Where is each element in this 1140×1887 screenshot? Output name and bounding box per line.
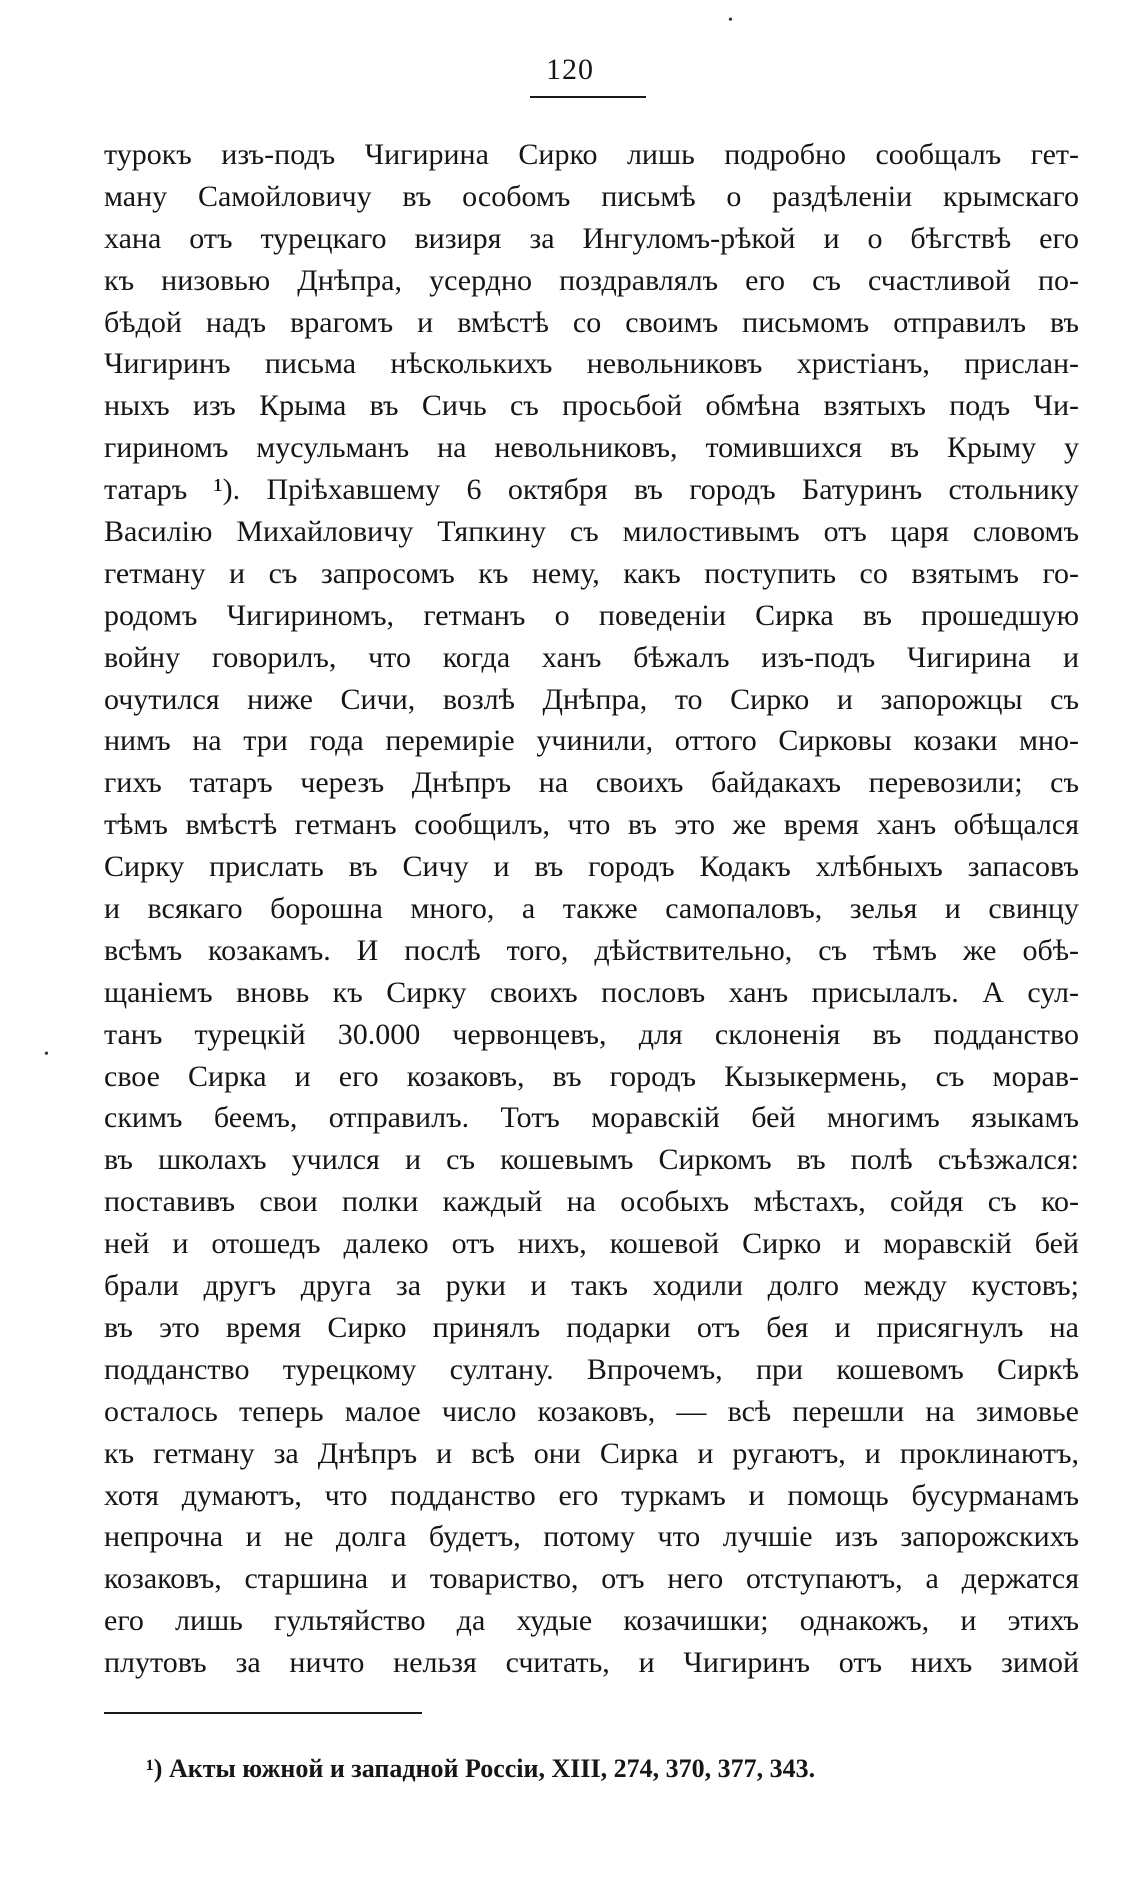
text-line: Сирку прислать въ Сичу и въ городъ Кодакъ хлѣбныхъ запасовъ xyxy=(104,850,1079,884)
text-line: гириномъ мусульманъ на невольниковъ, томившихся въ Крыму у xyxy=(104,431,1079,465)
text-line: гихъ татаръ черезъ Днѣпръ на своихъ байдакахъ перевозили; съ xyxy=(104,766,1079,800)
text-line: хотя думаютъ, что подданство его туркамъ и помощь бусурманамъ xyxy=(104,1478,1079,1512)
text-line: Василію Михайловичу Тяпкину съ милостивымъ отъ царя словомъ xyxy=(104,515,1079,549)
text-line: ней и отошедъ далеко отъ нихъ, кошевой Сирко и моравскій бей xyxy=(104,1227,1079,1261)
stray-mark-left: • xyxy=(44,1047,49,1062)
text-line: ныхъ изъ Крыма въ Сичь съ просьбой обмѣна взятыхъ подъ Чи- xyxy=(104,389,1079,423)
page-number-underline xyxy=(530,96,646,98)
page-number: 120 xyxy=(546,53,594,86)
text-line: татаръ ¹). Пріѣхавшему 6 октября въ городъ Батуринъ стольнику xyxy=(104,473,1079,507)
text-line: подданство турецкому султану. Впрочемъ, при кошевомъ Сиркѣ xyxy=(104,1352,1079,1386)
text-line: козаковъ, старшина и товариство, отъ него отступаютъ, а держатся xyxy=(104,1562,1079,1596)
text-line: бѣдой надъ врагомъ и вмѣстѣ со своимъ письмомъ отправилъ въ xyxy=(104,305,1079,339)
text-line: турокъ изъ-подъ Чигирина Сирко лишь подробно сообщалъ гет- xyxy=(104,138,1079,171)
text-line: щаніемъ вновь къ Сирку своихъ пословъ ханъ присылалъ. А сул- xyxy=(104,975,1079,1009)
text-line: очутился ниже Сичи, возлѣ Днѣпра, то Сирко и запорожцы съ xyxy=(104,682,1079,716)
text-line: поставивъ свои полки каждый на особыхъ мѣстахъ, сойдя съ ко- xyxy=(104,1185,1079,1219)
text-line: гетману и съ запросомъ къ нему, какъ поступить со взятымъ го- xyxy=(104,556,1079,590)
text-line: непрочна и не долга будетъ, потому что лучшіе изъ запорожскихъ xyxy=(104,1520,1079,1554)
text-line: скимъ беемъ, отправилъ. Тотъ моравскій бей многимъ языкамъ xyxy=(104,1101,1079,1135)
text-line: родомъ Чигириномъ, гетманъ о поведеніи Сирка въ прошедшую xyxy=(104,598,1079,632)
text-line: и всякаго борошна много, а также самопаловъ, зелья и свинцу xyxy=(104,892,1079,926)
body-text xyxy=(104,134,1079,1684)
text-line: къ гетману за Днѣпръ и всѣ они Сирка и ругаютъ, и проклинаютъ, xyxy=(104,1436,1079,1470)
footnote-separator xyxy=(104,1712,422,1714)
text-line: свое Сирка и его козаковъ, въ городъ Кызыкермень, съ морав- xyxy=(104,1059,1079,1093)
text-line: танъ турецкій 30.000 червонцевъ, для склоненія въ подданство xyxy=(104,1017,1079,1051)
text-line: нимъ на три года перемиріе учинили, оттого Сирковы козаки мно- xyxy=(104,724,1079,758)
footnote: ¹) Акты южной и западной Россіи, XIII, 274, 370, 377, 343. xyxy=(146,1754,816,1783)
text-line: войну говорилъ, что когда ханъ бѣжалъ изъ-подъ Чигирина и xyxy=(104,640,1079,674)
text-line: плутовъ за ничто нельзя считать, и Чигиринъ отъ нихъ зимой xyxy=(104,1646,1079,1680)
text-line: всѣмъ козакамъ. И послѣ того, дѣйствительно, съ тѣмъ же обѣ- xyxy=(104,933,1079,967)
text-line: въ школахъ учился и съ кошевымъ Сиркомъ въ полѣ съѣзжался: xyxy=(104,1143,1079,1177)
text-line: ману Самойловичу въ особомъ письмѣ о раздѣленіи крымскаго xyxy=(104,179,1079,213)
text-line: осталось теперь малое число козаковъ, — всѣ перешли на зимовье xyxy=(104,1394,1079,1428)
text-line: хана отъ турецкаго визиря за Ингуломъ-рѣкой и о бѣгствѣ его xyxy=(104,221,1079,255)
text-line: его лишь гультяйство да худые козачишки; однакожъ, и этихъ xyxy=(104,1604,1079,1638)
stray-mark-top: • xyxy=(728,13,733,28)
text-line: тѣмъ вмѣстѣ гетманъ сообщилъ, что въ это же время ханъ обѣщался xyxy=(104,808,1079,842)
text-line: брали другъ друга за руки и такъ ходили долго между кустовъ; xyxy=(104,1269,1079,1303)
text-line: Чигиринъ письма нѣсколькихъ невольниковъ христіанъ, прислан- xyxy=(104,347,1079,381)
text-line: къ низовью Днѣпра, усердно поздравлялъ его съ счастливой по- xyxy=(104,263,1079,297)
text-line: въ это время Сирко принялъ подарки отъ бея и присягнулъ на xyxy=(104,1310,1079,1344)
